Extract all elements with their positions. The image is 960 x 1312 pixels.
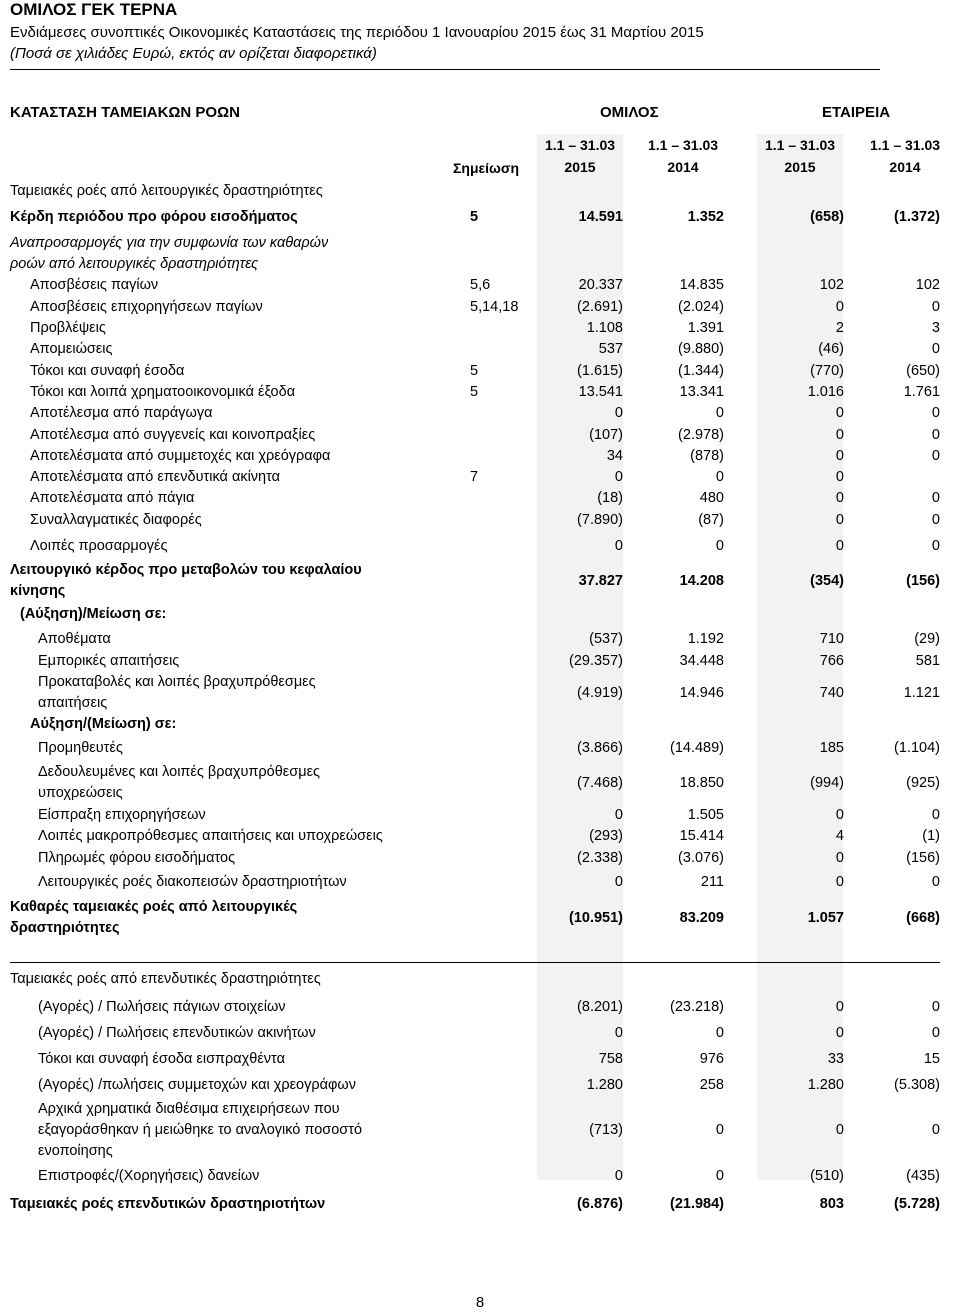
row-note: 5,14,18 [470, 299, 519, 315]
row-value: 0 [931, 999, 940, 1015]
row-value: (3.076) [678, 850, 724, 866]
row-label: Λοιπές μακροπρόθεσμες απαιτήσεις και υποχρεώσεις [38, 828, 383, 844]
column-year: 2014 [889, 159, 921, 175]
row-value: 0 [614, 807, 623, 823]
row-value: 0 [614, 469, 623, 485]
column-year: 2015 [564, 159, 596, 175]
row-value: 14.208 [679, 573, 724, 589]
row-value: 1.391 [687, 320, 724, 336]
row-value: (3.866) [577, 740, 623, 756]
row-label: Αποτελέσματα από επενδυτικά ακίνητα [30, 469, 281, 485]
row-value: 83.209 [679, 910, 724, 926]
row-label: Αποσβέσεις επιχορηγήσεων παγίων [30, 299, 263, 315]
row-value: (87) [698, 512, 724, 528]
row-value: 0 [931, 427, 940, 443]
row-label: Αποτέλεσμα από συγγενείς και κοινοπραξίες [30, 427, 316, 443]
page-number: 8 [475, 1294, 485, 1311]
row-value: 0 [835, 807, 844, 823]
row-value: (2.691) [577, 299, 623, 315]
row-value: 102 [915, 277, 940, 293]
company-name: ΟΜΙΛΟΣ ΓΕΚ ΤΕΡΝΑ [10, 0, 178, 19]
row-value: (9.880) [678, 341, 724, 357]
row-label: Προβλέψεις [30, 320, 106, 336]
row-value: (1.372) [894, 209, 940, 225]
row-value: 1.016 [807, 384, 844, 400]
report-subtitle: Ενδιάμεσες συνοπτικές Οικονομικές Καταστάσεις της περιόδου 1 Ιανουαρίου 2015 έως 31 Μαρτίου 2015 [10, 24, 704, 41]
row-value: 758 [598, 1051, 623, 1067]
row-label: Δεδουλευμένες και λοιπές βραχυπρόθεσμες υποχρεώσεις [38, 764, 321, 801]
row-value: 258 [699, 1077, 724, 1093]
row-value: 15.414 [679, 828, 724, 844]
row-value: 185 [819, 740, 844, 756]
row-label: Αποθέματα [38, 631, 111, 647]
row-label: Προκαταβολές και λοιπές βραχυπρόθεσμες απαιτήσεις [38, 674, 316, 711]
row-label: Ταμειακές ροές από λειτουργικές δραστηριότητες [10, 183, 323, 199]
row-value: 0 [614, 874, 623, 890]
row-value: (156) [906, 573, 940, 589]
row-label: Κέρδη περιόδου προ φόρου εισοδήματος [10, 209, 298, 225]
row-value: 0 [931, 490, 940, 506]
row-value: 1.192 [687, 631, 724, 647]
row-value: 211 [700, 874, 724, 890]
row-label: Αποτελέσματα από πάγια [30, 490, 195, 506]
row-value: 0 [835, 405, 844, 421]
row-value: 0 [835, 299, 844, 315]
row-label: Επιστροφές/(Χορηγήσεις) δανείων [38, 1168, 260, 1184]
row-label: Είσπραξη επιχορηγήσεων [38, 807, 206, 823]
row-label: Ταμειακές ροές επενδυτικών δραστηριοτήτων [10, 1196, 326, 1212]
row-value: (435) [906, 1168, 940, 1184]
column-period: 1.1 – 31.03 [869, 137, 941, 153]
row-label: Λοιπές προσαρμογές [30, 538, 168, 554]
row-value: 0 [835, 538, 844, 554]
row-value: (5.308) [894, 1077, 940, 1093]
row-value: 803 [819, 1196, 844, 1212]
row-note: 5,6 [470, 277, 491, 293]
row-label: Ταμειακές ροές από επενδυτικές δραστηριότητες [10, 971, 321, 987]
row-value: 710 [819, 631, 844, 647]
row-value: 0 [835, 1025, 844, 1041]
row-label: Καθαρές ταμειακές ροές από λειτουργικές δραστηριότητες [10, 899, 298, 936]
row-value: 1.505 [687, 807, 724, 823]
row-value: 0 [931, 448, 940, 464]
row-value: 0 [715, 405, 724, 421]
column-header-group-2014 [640, 134, 726, 178]
row-value: 0 [931, 1025, 940, 1041]
row-label: Τόκοι και συναφή έσοδα [30, 363, 185, 379]
row-value: 0 [835, 427, 844, 443]
row-value: 1.108 [586, 320, 623, 336]
row-value: 14.946 [679, 685, 724, 701]
row-value: 740 [819, 685, 844, 701]
row-value: 0 [614, 1025, 623, 1041]
row-value: 0 [835, 490, 844, 506]
row-label: Λειτουργικές ροές διακοπεισών δραστηριοτήτων [38, 874, 347, 890]
column-header-company-2015 [757, 134, 843, 178]
row-value: 1.280 [807, 1077, 844, 1093]
row-value: (29.357) [568, 653, 623, 669]
row-value: 0 [715, 1168, 724, 1184]
row-value: (23.218) [669, 999, 724, 1015]
row-value: (6.876) [577, 1196, 623, 1212]
row-value: 0 [931, 405, 940, 421]
row-value: 3 [931, 320, 940, 336]
statement-title: ΚΑΤΑΣΤΑΣΗ ΤΑΜΕΙΑΚΩΝ ΡΟΩΝ [10, 104, 240, 121]
row-value: 13.541 [578, 384, 623, 400]
row-value: 0 [835, 874, 844, 890]
row-value: (878) [690, 448, 724, 464]
row-value: (770) [810, 363, 844, 379]
row-value: 1.121 [903, 685, 940, 701]
row-value: (7.468) [577, 775, 623, 791]
row-label: Αποτέλεσμα από παράγωγα [30, 405, 213, 421]
row-value: 0 [931, 512, 940, 528]
row-value: (994) [810, 775, 844, 791]
row-value: 0 [715, 1025, 724, 1041]
row-label: Αποσβέσεις παγίων [30, 277, 159, 293]
row-value: 2 [835, 320, 844, 336]
column-period: 1.1 – 31.03 [544, 137, 616, 153]
column-period: 1.1 – 31.03 [764, 137, 836, 153]
row-value: (4.919) [577, 685, 623, 701]
row-label: (Αγορές) / Πωλήσεις πάγιων στοιχείων [38, 999, 286, 1015]
row-note: 5 [470, 384, 479, 400]
row-label: Αρχικά χρηματικά διαθέσιμα επιχειρήσεων που εξαγοράσθηκαν ή μειώθηκε το αναλογικό ποσοστό ενοποίησης [38, 1101, 363, 1159]
row-value: (2.024) [678, 299, 724, 315]
row-value: 0 [715, 538, 724, 554]
row-label: Λειτουργικό κέρδος προ μεταβολών του κεφαλαίου κίνησης [10, 562, 362, 599]
row-value: (1.104) [894, 740, 940, 756]
row-value: (925) [906, 775, 940, 791]
row-value: 1.280 [586, 1077, 623, 1093]
row-value: (537) [589, 631, 623, 647]
row-value: (29) [914, 631, 940, 647]
row-value: 0 [835, 999, 844, 1015]
row-label: Αύξηση/(Μείωση) σε: [30, 716, 177, 732]
row-label: Προμηθευτές [38, 740, 123, 756]
column-header-group-2015 [537, 134, 623, 178]
row-value: 13.341 [679, 384, 724, 400]
row-value: 18.850 [679, 775, 724, 791]
row-value: 0 [835, 850, 844, 866]
row-value: (650) [906, 363, 940, 379]
row-label: Συναλλαγματικές διαφορές [30, 512, 202, 528]
row-value: (658) [810, 209, 844, 225]
row-value: 0 [835, 469, 844, 485]
row-value: 581 [915, 653, 940, 669]
header-divider [10, 69, 880, 70]
row-value: (668) [906, 910, 940, 926]
row-value: 102 [819, 277, 844, 293]
row-value: (46) [818, 341, 844, 357]
row-value: 0 [931, 807, 940, 823]
row-value: 537 [598, 341, 623, 357]
row-value: 0 [835, 1122, 844, 1138]
company-label: ΕΤΑΙΡΕΙΑ [822, 104, 891, 121]
row-value: (293) [589, 828, 623, 844]
row-value: 0 [931, 341, 940, 357]
row-value: 15 [923, 1051, 940, 1067]
section-divider [10, 962, 940, 963]
row-label: Πληρωμές φόρου εισοδήματος [38, 850, 236, 866]
column-header-company-2014 [862, 134, 948, 178]
column-period: 1.1 – 31.03 [647, 137, 719, 153]
row-label: Τόκοι και λοιπά χρηματοοικονομικά έξοδα [30, 384, 296, 400]
row-note: 7 [470, 469, 479, 485]
row-label: Απομειώσεις [30, 341, 113, 357]
row-value: 0 [931, 1122, 940, 1138]
row-value: 0 [931, 299, 940, 315]
row-value: 480 [699, 490, 724, 506]
row-label: Αποτελέσματα από συμμετοχές και χρεόγραφα [30, 448, 331, 464]
row-value: 1.761 [903, 384, 940, 400]
row-value: (2.978) [678, 427, 724, 443]
row-label: (Αύξηση)/Μείωση σε: [20, 606, 167, 622]
row-value: (510) [810, 1168, 844, 1184]
row-value: (1.344) [678, 363, 724, 379]
row-value: 14.835 [679, 277, 724, 293]
row-value: (2.338) [577, 850, 623, 866]
row-value: (156) [906, 850, 940, 866]
row-label: Εμπορικές απαιτήσεις [38, 653, 180, 669]
row-value: 34.448 [679, 653, 724, 669]
row-value: 4 [835, 828, 844, 844]
row-value: 0 [835, 448, 844, 464]
row-value: 0 [835, 512, 844, 528]
row-value: 0 [614, 405, 623, 421]
row-value: 0 [614, 1168, 623, 1184]
row-value: 20.337 [578, 277, 623, 293]
row-value: (5.728) [894, 1196, 940, 1212]
row-value: 976 [699, 1051, 724, 1067]
row-value: 14.591 [578, 209, 623, 225]
column-year: 2014 [667, 159, 699, 175]
row-value: 0 [931, 874, 940, 890]
row-value: (1.615) [577, 363, 623, 379]
row-value: (1) [922, 828, 940, 844]
row-value: (18) [597, 490, 623, 506]
row-value: 0 [715, 469, 724, 485]
row-value: (7.890) [577, 512, 623, 528]
row-note: 5 [470, 209, 479, 225]
row-label: Αναπροσαρμογές για την συμφωνία των καθαρών ροών από λειτουργικές δραστηριότητες [10, 235, 329, 272]
row-value: (107) [589, 427, 623, 443]
row-value: 0 [614, 538, 623, 554]
row-value: 766 [819, 653, 844, 669]
row-value: 1.352 [687, 209, 724, 225]
units-note: (Ποσά σε χιλιάδες Ευρώ, εκτός αν ορίζεται διαφορετικά) [10, 45, 377, 62]
row-value: (14.489) [669, 740, 724, 756]
row-value: (8.201) [577, 999, 623, 1015]
row-value: (21.984) [669, 1196, 724, 1212]
row-label: Τόκοι και συναφή έσοδα εισπραχθέντα [38, 1051, 285, 1067]
row-value: (10.951) [568, 910, 623, 926]
row-value: (354) [810, 573, 844, 589]
row-label: (Αγορές) /πωλήσεις συμμετοχών και χρεογράφων [38, 1077, 356, 1093]
group-label: ΟΜΙΛΟΣ [600, 104, 659, 121]
row-value: 1.057 [807, 910, 844, 926]
row-value: 0 [715, 1122, 724, 1138]
row-value: 37.827 [578, 573, 623, 589]
column-year: 2015 [784, 159, 816, 175]
note-column-header: Σημείωση [452, 160, 519, 176]
row-value: 0 [931, 538, 940, 554]
row-value: 33 [827, 1051, 844, 1067]
row-value: (713) [589, 1122, 623, 1138]
row-value: 34 [606, 448, 623, 464]
row-label: (Αγορές) / Πωλήσεις επενδυτικών ακινήτων [38, 1025, 316, 1041]
row-note: 5 [470, 363, 479, 379]
